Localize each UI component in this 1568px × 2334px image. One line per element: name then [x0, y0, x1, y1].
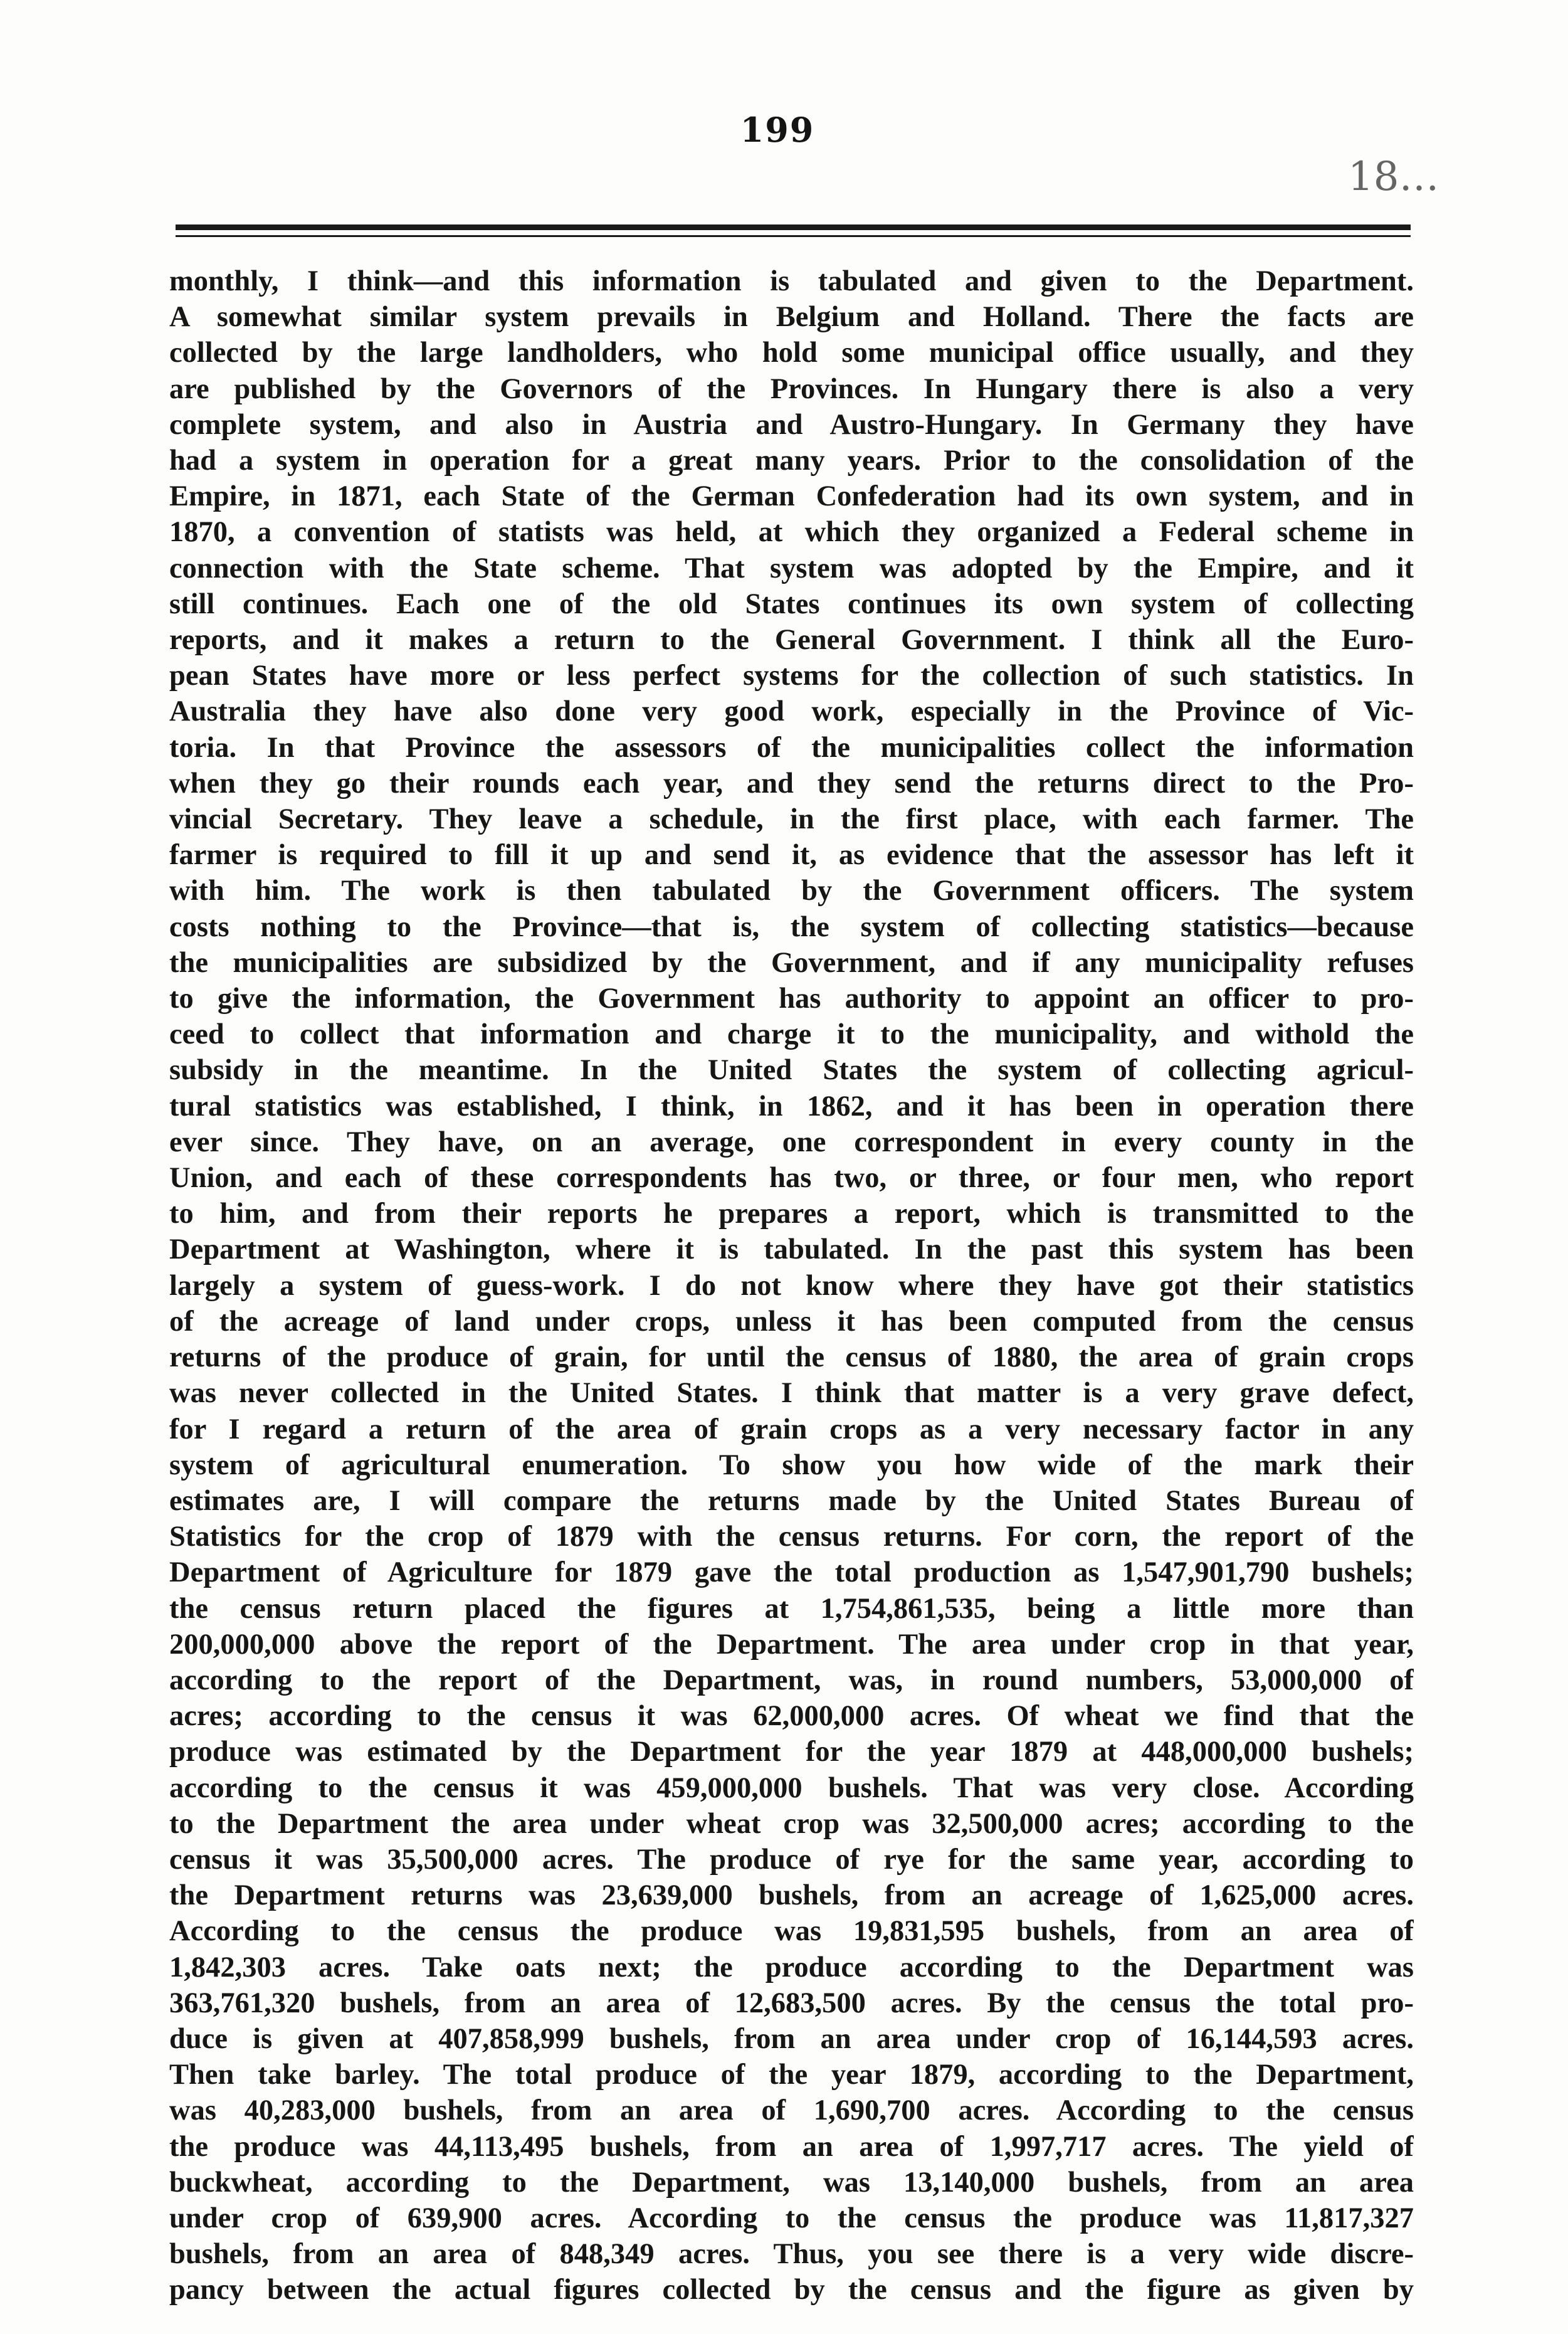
- text-line: the produce was 44,113,495 bushels, from an area of 1,997,717 acres. The yield of: [169, 2130, 1414, 2163]
- text-line: A somewhat similar system prevails in Belgium and Holland. There the facts are: [169, 301, 1414, 334]
- text-line: 1870, a convention of statists was held, at which they organized a Federal scheme in: [169, 516, 1414, 549]
- text-line: complete system, and also in Austria and Austro-Hungary. In Germany they have: [169, 408, 1414, 441]
- text-line: 200,000,000 above the report of the Department. The area under crop in that year,: [169, 1628, 1414, 1661]
- text-line: are published by the Governors of the Provinces. In Hungary there is also a very: [169, 372, 1414, 405]
- text-line: 1,842,303 acres. Take oats next; the produce according to the Department was: [169, 1951, 1414, 1983]
- text-line: according to the report of the Department, was, in round numbers, 53,000,000 of: [169, 1664, 1414, 1696]
- text-line: monthly, I think—and this information is tabulated and given to the Department.: [169, 265, 1414, 297]
- text-line: for I regard a return of the area of grain crops as a very necessary factor in any: [169, 1413, 1414, 1445]
- text-line: pean States have more or less perfect systems for the collection of such statistics. In: [169, 660, 1414, 692]
- text-line: was never collected in the United States. I think that matter is a very grave defect,: [169, 1377, 1414, 1410]
- text-line: tural statistics was established, I think, in 1862, and it has been in operation there: [169, 1090, 1414, 1122]
- text-line: collected by the large landholders, who hold some municipal office usually, and they: [169, 337, 1414, 369]
- body-paragraph: [169, 263, 1414, 2308]
- text-line: the municipalities are subsidized by the Government, and if any municipality refuses: [169, 946, 1414, 979]
- text-line: to him, and from their reports he prepares a report, which is transmitted to the: [169, 1198, 1414, 1230]
- text-line: produce was estimated by the Department for the year 1879 at 448,000,000 bushels;: [169, 1736, 1414, 1768]
- text-line: subsidy in the meantime. In the United States the system of collecting agricul-: [169, 1054, 1414, 1087]
- text-line: connection with the State scheme. That system was adopted by the Empire, and it: [169, 552, 1414, 584]
- text-line: Then take barley. The total produce of the year 1879, according to the Department,: [169, 2059, 1414, 2091]
- text-line: with him. The work is then tabulated by the Government officers. The system: [169, 875, 1414, 907]
- text-line: Australia they have also done very good work, especially in the Province of Vic-: [169, 695, 1414, 728]
- text-line: of the acreage of land under crops, unless it has been computed from the census: [169, 1305, 1414, 1338]
- text-line: toria. In that Province the assessors of the municipalities collect the information: [169, 731, 1414, 764]
- text-line: had a system in operation for a great many years. Prior to the consolidation of the: [169, 445, 1414, 477]
- text-line: bushels, from an area of 848,349 acres. Thus, you see there is a very wide discre-: [169, 2238, 1414, 2271]
- text-line: census it was 35,500,000 acres. The produce of rye for the same year, according to: [169, 1843, 1414, 1876]
- text-line: reports, and it makes a return to the General Government. I think all the Euro-: [169, 624, 1414, 657]
- text-line: acres; according to the census it was 62,000,000 acres. Of wheat we find that the: [169, 1700, 1414, 1733]
- text-line: farmer is required to fill it up and send it, as evidence that the assessor has left it: [169, 839, 1414, 872]
- page-number: 199: [740, 110, 815, 150]
- text-line: vincial Secretary. They leave a schedule, in the first place, with each farmer. The: [169, 803, 1414, 836]
- text-line: costs nothing to the Province—that is, the system of collecting statistics—because: [169, 911, 1414, 943]
- header-rule-thin: [176, 235, 1411, 237]
- text-line: ever since. They have, on an average, one correspondent in every county in the: [169, 1126, 1414, 1158]
- text-line: was 40,283,000 bushels, from an area of 1,690,700 acres. According to the census: [169, 2094, 1414, 2127]
- text-line: to give the information, the Government has authority to appoint an officer to pro-: [169, 983, 1414, 1015]
- text-line: Union, and each of these correspondents has two, or three, or four men, who report: [169, 1162, 1414, 1195]
- text-line: estimates are, I will compare the returns made by the United States Bureau of: [169, 1484, 1414, 1517]
- text-line: 363,761,320 bushels, from an area of 12,683,500 acres. By the census the total pro-: [169, 1987, 1414, 2019]
- text-line: system of agricultural enumeration. To show you how wide of the mark their: [169, 1449, 1414, 1481]
- text-line: largely a system of guess-work. I do not know where they have got their statistics: [169, 1269, 1414, 1302]
- text-line: still continues. Each one of the old States continues its own system of collecting: [169, 588, 1414, 620]
- header-rule-thick: [176, 224, 1411, 230]
- text-line: when they go their rounds each year, and they send the returns direct to the Pro-: [169, 767, 1414, 800]
- text-line: Department of Agriculture for 1879 gave the total production as 1,547,901,790 bushels;: [169, 1556, 1414, 1589]
- text-line: to the Department the area under wheat crop was 32,500,000 acres; according to the: [169, 1807, 1414, 1840]
- text-line: returns of the produce of grain, for until the census of 1880, the area of grain crops: [169, 1341, 1414, 1374]
- text-line: ceed to collect that information and charge it to the municipality, and withold the: [169, 1018, 1414, 1051]
- text-line: Department at Washington, where it is tabulated. In the past this system has been: [169, 1233, 1414, 1266]
- text-line: According to the census the produce was 19,831,595 bushels, from an area of: [169, 1915, 1414, 1948]
- text-line: pancy between the actual figures collected by the census and the figure as given by: [169, 2274, 1414, 2306]
- text-line: Statistics for the crop of 1879 with the census returns. For corn, the report of the: [169, 1521, 1414, 1553]
- text-line: buckwheat, according to the Department, was 13,140,000 bushels, from an area: [169, 2166, 1414, 2199]
- text-line: the census return placed the figures at 1,754,861,535, being a little more than: [169, 1592, 1414, 1625]
- text-line: Empire, in 1871, each State of the German Confederation had its own system, and in: [169, 480, 1414, 513]
- handwritten-corner-mark: 18…: [1348, 154, 1439, 200]
- text-line: duce is given at 407,858,999 bushels, from an area under crop of 16,144,593 acres.: [169, 2022, 1414, 2055]
- text-line: according to the census it was 459,000,000 bushels. That was very close. According: [169, 1772, 1414, 1804]
- text-line: under crop of 639,900 acres. According to the census the produce was 11,817,327: [169, 2202, 1414, 2234]
- text-line: the Department returns was 23,639,000 bushels, from an acreage of 1,625,000 acres.: [169, 1879, 1414, 1912]
